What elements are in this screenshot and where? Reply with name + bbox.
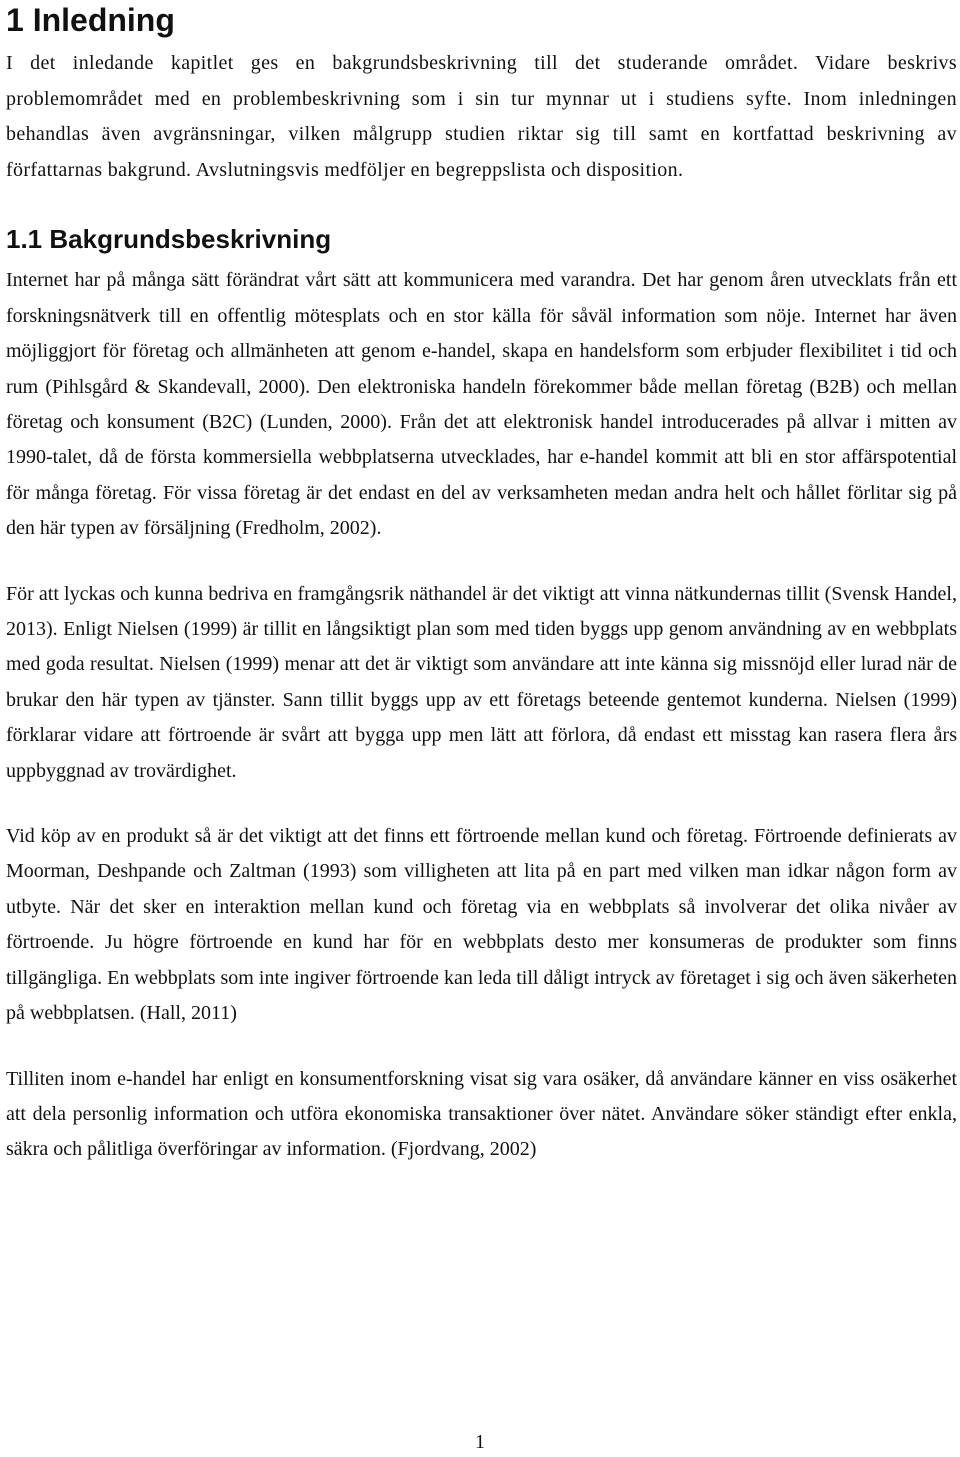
body-paragraph: För att lyckas och kunna bedriva en framgångsrik näthandel är det viktigt att vinna nätkundernas tillit (Svensk Handel, 2013). Enligt Nielsen (1999) är tillit en långsiktigt plan som med tiden byggs upp genom användning av en webbplats med goda resultat. Nielsen (1999) menar att det är viktigt som användare att inte känna sig missnöjd eller lurad när de brukar den här typen av tjänster. Sann tillit byggs upp av ett företags beteende gentemot kunderna. Nielsen (1999) förklarar vidare att förtroende är svårt att bygga upp men lätt att förlora, då endast ett misstag kan rasera flera års uppbyggnad av trovärdighet.	[6, 582, 957, 782]
section-heading: 1.1 Bakgrundsbeskrivning	[6, 224, 332, 255]
page-number: 1	[475, 1431, 485, 1453]
document-page	[6, 0, 957, 1168]
body-paragraph: Tilliten inom e-handel har enligt en konsumentforskning visat sig vara osäker, då användare känner en viss osäkerhet att dela personlig information och utföra ekonomiska transaktioner över nätet. Användare söker ständigt efter enkla, säkra och pålitliga överföringar av information. (Fjordvang, 2002)	[6, 1067, 957, 1161]
chapter-intro-paragraph: I det inledande kapitlet ges en bakgrundsbeskrivning till det studerande området. Vidare beskrivs problemområdet med en problembeskrivning som i sin tur mynnar ut i studiens syfte. Inom inledningen behandlas även avgränsningar, vilken målgrupp studien riktar sig till samt en kortfattad beskrivning av författarnas bakgrund. Avslutningsvis medföljer en begreppslista och disposition.	[6, 52, 957, 181]
body-paragraph: Internet har på många sätt förändrat vårt sätt att kommunicera med varandra. Det har genom åren utvecklats från ett forskningsnätverk till en offentlig mötesplats och en stor källa för såväl information som nöje. Internet har även möjliggjort för företag och allmänheten att genom e-handel, skapa en handelsform som erbjuder flexibilitet i tid och rum (Pihlsgård & Skandevall, 2000). Den elektroniska handeln förekommer både mellan företag (B2B) och mellan företag och konsument (B2C) (Lunden, 2000). Från det att elektronisk handel introducerades på allvar i mitten av 1990-talet, då de första kommersiella webbplatserna utvecklades, har e-handel kommit att bli en stor affärspotential för många företag. För vissa företag är det endast en del av verksamheten medan andra helt och hållet förlitar sig på den här typen av försäljning (Fredholm, 2002).	[6, 269, 957, 540]
chapter-heading: 1 Inledning	[6, 2, 175, 38]
body-paragraph: Vid köp av en produkt så är det viktigt att det finns ett förtroende mellan kund och företag. Förtroende definierats av Moorman, Deshpande och Zaltman (1993) som villigheten att lita på en part med vilken man idkar någon form av utbyte. När det sker en interaktion mellan kund och företag via en webbplats så involverar det olika nivåer av förtroende. Ju högre förtroende en kund har för en webbplats desto mer konsumeras de produkter som finns tillgängliga. En webbplats som inte ingiver förtroende kan leda till dåligt intryck av företaget i sig och även säkerheten på webbplatsen. (Hall, 2011)	[6, 825, 957, 1025]
